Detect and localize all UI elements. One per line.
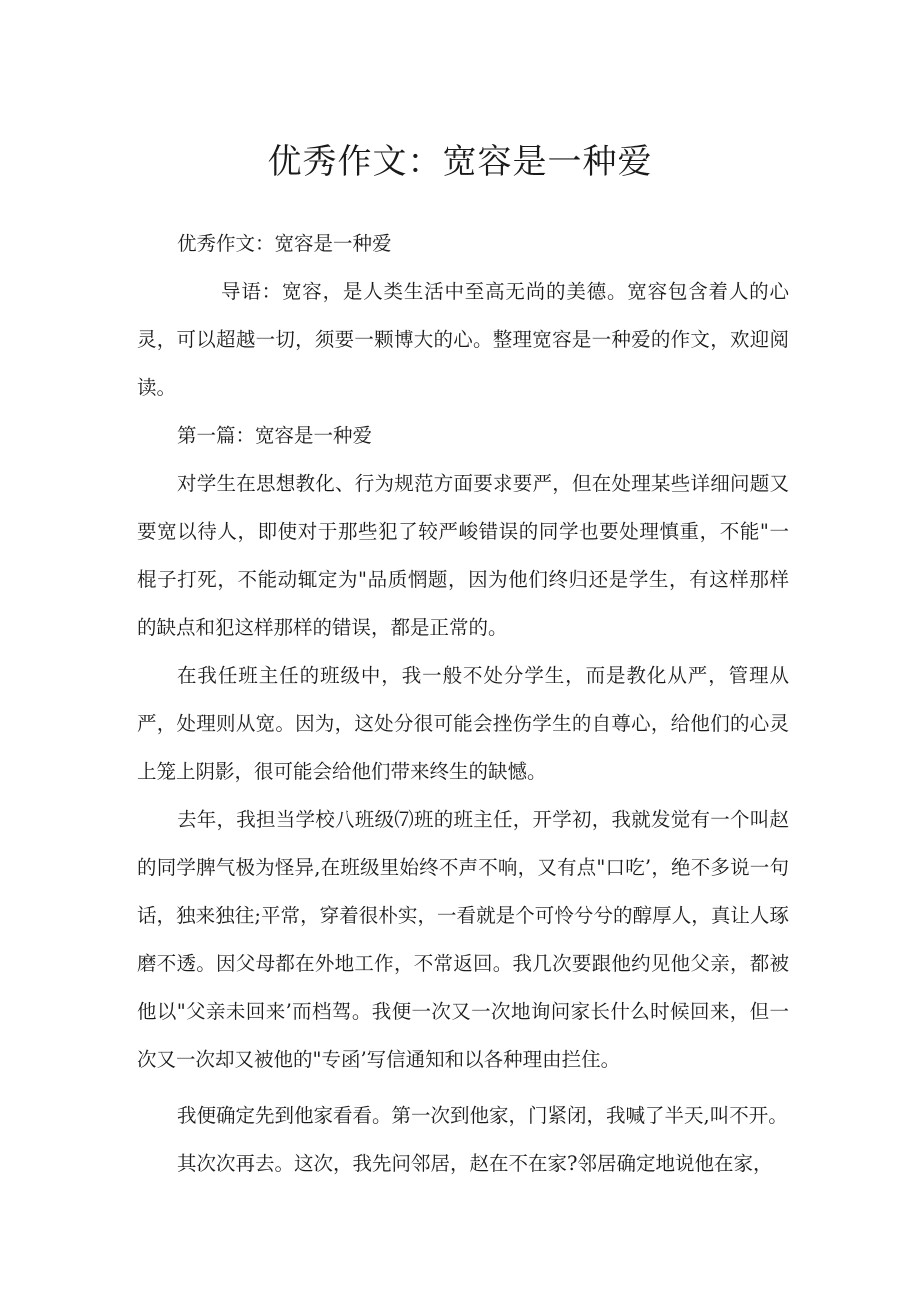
document-title: 优秀作文：宽容是一种爱 <box>267 142 653 182</box>
body-paragraph: 对学生在思想教化、行为规范方面要求要严，但在处理某些详细问题又要宽以待人，即使对于那些犯了较严峻错误的同学也要处理慎重，不能"一棍子打死，不能动辄定为"品质惘题，因为他们终归还是学生，有这样那样的缺点和犯这样那样的错误，都是正常的。 <box>137 472 789 639</box>
body-paragraph: 去年，我担当学校八班级⑺班的班主任，开学初，我就发觉有一个叫赵的同学脾气极为怪异,在班级里始终不声不响，又有点"口吃’，绝不多说一句话，独来独往;平常，穿着很朴实，一看就是个可怜兮兮的醇厚人，真让人琢磨不透。因父母都在外地工作，不常返回。我几次要跟他约见他父亲，都被他以"父亲未回来’而档驾。我便一次又一次地询问家长什么时候回来，但一次又一次却又被他的"专函’写信通知和以各种理由拦住。 <box>137 808 789 1071</box>
intro-paragraph: 导语：宽容，是人类生活中至高无尚的美德。宽容包含着人的心灵，可以超越一切，须要一颗博大的心。整理宽容是一种爱的作文，欢迎阅读。 <box>137 280 789 399</box>
body-paragraph: 我便确定先到他家看看。第一次到他家，门紧闭，我喊了半天,叫不开。 <box>177 1104 788 1127</box>
subtitle-paragraph: 优秀作文：宽容是一种爱 <box>177 232 392 255</box>
body-paragraph: 其次次再去。这次，我先问邻居，赵在不在家?邻居确定地说他在家， <box>177 1152 773 1175</box>
chapter-heading: 第一篇：宽容是一种爱 <box>177 424 373 447</box>
body-paragraph: 在我任班主任的班级中，我一般不处分学生，而是教化从严，管理从严，处理则从宽。因为，这处分很可能会挫伤学生的自尊心，给他们的心灵上笼上阴影，很可能会给他们带来终生的缺憾。 <box>137 664 789 783</box>
document-body <box>137 220 789 1188</box>
